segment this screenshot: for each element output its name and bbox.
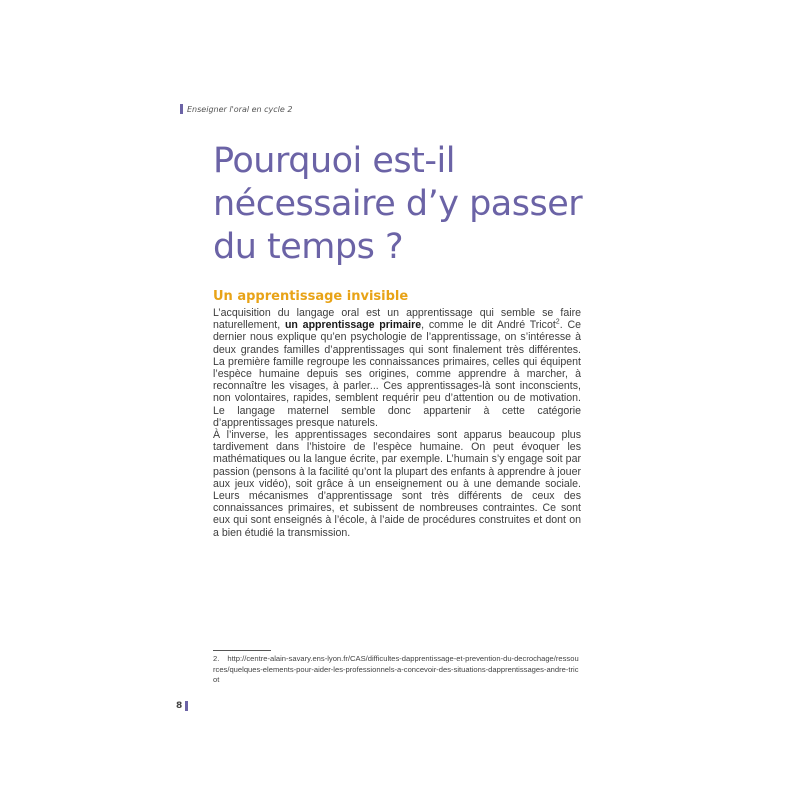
footnote-ref[interactable]: 2 [555, 318, 560, 326]
page-title-line: Pourquoi est-il [213, 141, 455, 181]
body-text [213, 307, 581, 539]
page-title-line: du temps ? [213, 227, 404, 267]
paragraph-text: , comme le dit André Tricot [421, 319, 556, 332]
paragraph-text: . Ce dernier nous explique qu’en psychologie de l’apprentissage, on s’intéresse à deux grandes familles d’apprentissages qui sont finalement très différentes. La première famille regroupe les connaissances primaires, celles qui équipent l’espèce humaine depuis ses origines, comme apprendre à marcher, à reconnaître les visages, à parler... Ces apprentissages-là sont inconscients, non volontaires, rapides, semblent requérir peu d’attention ou de motivation. Le langage maternel semble donc appartenir à cette catégorie d’apprentissages presque naturels. [213, 319, 581, 429]
page-number [176, 700, 188, 712]
running-header-text: Enseigner l'oral en cycle 2 [187, 104, 293, 114]
footnote-divider [213, 650, 271, 651]
paragraph: À l’inverse, les apprentissages secondaires sont apparus beaucoup plus tardivement dans l’histoire de l’espèce humaine. On peut évoquer les mathématiques ou la langue écrite, par exemple. L’humain s’y engage soit par passion (pensons à la facilité qu’ont la plupart des enfants à apprendre à jouer aux jeux vidéo), soit grâce à un enseignement ou à une demande sociale. Leurs mécanismes d’apprentissage sont très différents de ceux des connaissances primaires, et subissent de nombreuses contraintes. Ce sont eux qui sont enseignés à l’école, à l’aide de procédures construites et dont on a bien étudié la transmission. [213, 429, 581, 539]
page-title [213, 140, 633, 269]
footnote-number: 2. [213, 654, 220, 663]
page-number-marker [185, 701, 188, 711]
page-number-text: 8 [176, 701, 183, 711]
running-header [180, 103, 292, 115]
footnote-link[interactable]: http://centre-alain-savary.ens-lyon.fr/CAS/difficultes-dapprentissage-et-prevention-du-decrochage/ressources/quelques-elements-pour-aider-les-professionnels-a-concevoir-des-situations-dapprentissages-andre-tricot [213, 654, 579, 684]
paragraph-text: L’acquisition du langage oral est un apprentissage qui semble se faire naturellement, [213, 307, 581, 332]
page-title-line: nécessaire d’y passer [213, 184, 583, 224]
header-marker [180, 104, 183, 114]
paragraph [213, 307, 581, 429]
section-heading: Un apprentissage invisible [213, 289, 409, 304]
footnote [213, 654, 581, 686]
emphasis-text: un apprentissage primaire [284, 319, 422, 332]
